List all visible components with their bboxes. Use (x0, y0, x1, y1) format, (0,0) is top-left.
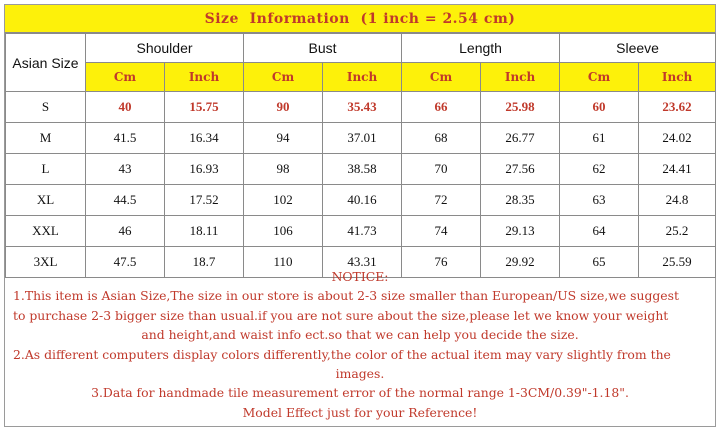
table-cell: 68 (402, 123, 481, 154)
table-cell: 35.43 (323, 92, 402, 123)
table-cell: 43 (86, 154, 165, 185)
table-cell: 28.35 (481, 185, 560, 216)
table-cell: 26.77 (481, 123, 560, 154)
table-cell: 17.52 (165, 185, 244, 216)
table-cell: 62 (560, 154, 639, 185)
size-label: S (6, 92, 86, 123)
table-cell: 110 (244, 247, 323, 278)
notice-line: Model Effect just for your Reference! (242, 404, 478, 420)
table-cell: 65 (560, 247, 639, 278)
table-cell: 37.01 (323, 123, 402, 154)
group-header-shoulder: Shoulder (86, 34, 244, 63)
table-row (6, 185, 716, 216)
table-cell: 40.16 (323, 185, 402, 216)
unit-cm: Cm (560, 63, 639, 92)
table-cell: 24.02 (639, 123, 716, 154)
size-table (5, 33, 716, 278)
table-cell: 90 (244, 92, 323, 123)
table-cell: 64 (560, 216, 639, 247)
table-cell: 27.56 (481, 154, 560, 185)
unit-inch: Inch (165, 63, 244, 92)
notice-line: to purchase 2-3 bigger size than usual.if you are not sure about the size,please let we know your weight (13, 307, 669, 323)
notice-line: images. (335, 366, 385, 382)
table-cell: 43.31 (323, 247, 402, 278)
table-cell: 60 (560, 92, 639, 123)
size-chart (4, 4, 716, 427)
size-label: XXL (6, 216, 86, 247)
table-cell: 66 (402, 92, 481, 123)
table-cell: 25.59 (639, 247, 716, 278)
table-cell: 41.5 (86, 123, 165, 154)
unit-cm: Cm (402, 63, 481, 92)
table-cell: 76 (402, 247, 481, 278)
unit-inch: Inch (639, 63, 716, 92)
size-label: M (6, 123, 86, 154)
notice-section (5, 267, 715, 422)
size-label: L (6, 154, 86, 185)
table-cell: 29.13 (481, 216, 560, 247)
table-cell: 25.2 (639, 216, 716, 247)
group-header-length: Length (402, 34, 560, 63)
table-cell: 25.98 (481, 92, 560, 123)
table-cell: 47.5 (86, 247, 165, 278)
size-information-title: Size Information (1 inch = 2.54 cm) (5, 5, 715, 33)
group-header-bust: Bust (244, 34, 402, 63)
table-cell: 98 (244, 154, 323, 185)
table-cell: 70 (402, 154, 481, 185)
table-cell: 63 (560, 185, 639, 216)
unit-row (6, 63, 716, 92)
table-cell: 23.62 (639, 92, 716, 123)
notice-line: 3.Data for handmade tile measurement error of the normal range 1-3CM/0.39"-1.18". (91, 385, 629, 401)
table-row (6, 154, 716, 185)
table-cell: 18.11 (165, 216, 244, 247)
table-cell: 40 (86, 92, 165, 123)
unit-cm: Cm (244, 63, 323, 92)
table-cell: 24.8 (639, 185, 716, 216)
size-label: XL (6, 185, 86, 216)
table-cell: 41.73 (323, 216, 402, 247)
notice-line: 1.This item is Asian Size,The size in our store is about 2-3 size smaller than European/US size,we suggest (13, 288, 679, 304)
table-cell: 24.41 (639, 154, 716, 185)
table-cell: 61 (560, 123, 639, 154)
table-row (6, 92, 716, 123)
table-cell: 94 (244, 123, 323, 154)
unit-cm: Cm (86, 63, 165, 92)
unit-inch: Inch (323, 63, 402, 92)
table-cell: 44.5 (86, 185, 165, 216)
asian-size-header: Asian Size (6, 34, 86, 92)
table-cell: 72 (402, 185, 481, 216)
table-cell: 16.34 (165, 123, 244, 154)
table-cell: 106 (244, 216, 323, 247)
notice-heading: NOTICE: (331, 269, 389, 284)
notice-line: and height,and waist info ect.so that we can help you decide the size. (141, 327, 579, 343)
table-row (6, 216, 716, 247)
table-cell: 102 (244, 185, 323, 216)
table-cell: 29.92 (481, 247, 560, 278)
table-cell: 15.75 (165, 92, 244, 123)
unit-inch: Inch (481, 63, 560, 92)
table-cell: 46 (86, 216, 165, 247)
table-cell: 38.58 (323, 154, 402, 185)
group-header-sleeve: Sleeve (560, 34, 716, 63)
size-label: 3XL (6, 247, 86, 278)
notice-line: 2.As different computers display colors differently,the color of the actual item may vary slightly from the (13, 346, 671, 362)
table-row (6, 123, 716, 154)
header-row (6, 34, 716, 63)
table-cell: 16.93 (165, 154, 244, 185)
table-cell: 18.7 (165, 247, 244, 278)
table-cell: 74 (402, 216, 481, 247)
